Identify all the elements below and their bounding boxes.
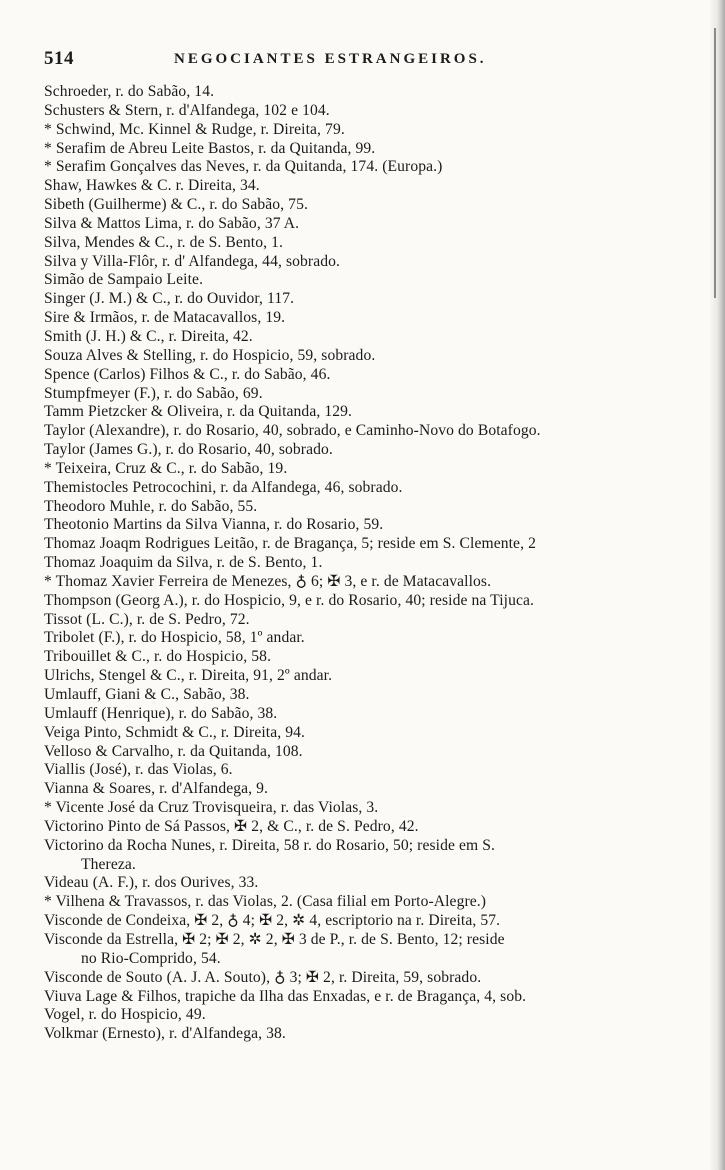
directory-entry: Sibeth (Guilherme) & C., r. do Sabão, 75. <box>44 196 308 214</box>
directory-entry: * Serafim Gonçalves das Neves, r. da Quitanda, 174. (Europa.) <box>44 158 443 176</box>
merchant-directory-list <box>44 83 694 1044</box>
directory-entry: Tribouillet & C., r. do Hospicio, 58. <box>44 648 272 666</box>
directory-entry: * Schwind, Mc. Kinnel & Rudge, r. Direita, 79. <box>44 120 345 138</box>
directory-entry: * Teixeira, Cruz & C., r. do Sabão, 19. <box>44 459 288 477</box>
directory-entry: Vogel, r. do Hospicio, 49. <box>44 1006 206 1024</box>
directory-entry: Theodoro Muhle, r. do Sabão, 55. <box>44 497 258 515</box>
directory-entry: Souza Alves & Stelling, r. do Hospicio, 59, sobrado. <box>44 346 376 364</box>
page-gutter-shadow <box>709 0 725 1170</box>
directory-entry: Taylor (Alexandre), r. do Rosario, 40, sobrado, e Caminho-Novo do Botafogo. <box>44 422 541 440</box>
directory-entry: Theotonio Martins da Silva Vianna, r. do Rosario, 59. <box>44 516 384 534</box>
directory-entry: Ulrichs, Stengel & C., r. Direita, 91, 2º andar. <box>44 667 333 685</box>
directory-entry: Singer (J. M.) & C., r. do Ouvidor, 117. <box>44 290 295 308</box>
directory-entry: Thomaz Joaquim da Silva, r. de S. Bento, 1. <box>44 554 323 572</box>
directory-entry-continuation: no Rio-Comprido, 54. <box>81 949 221 967</box>
running-title: NEGOCIANTES ESTRANGEIROS. <box>174 51 487 67</box>
page-header <box>44 48 684 72</box>
binding-edge-line <box>714 28 716 298</box>
directory-entry: Tamm Pietzcker & Oliveira, r. da Quitanda, 129. <box>44 403 353 421</box>
directory-entry: Silva & Mattos Lima, r. do Sabão, 37 A. <box>44 214 300 232</box>
directory-entry: Stumpfmeyer (F.), r. do Sabão, 69. <box>44 384 263 402</box>
directory-entry: * Serafim de Abreu Leite Bastos, r. da Quitanda, 99. <box>44 139 376 157</box>
directory-entry: Taylor (James G.), r. do Rosario, 40, sobrado. <box>44 441 333 459</box>
directory-entry: Volkmar (Ernesto), r. d'Alfandega, 38. <box>44 1025 286 1043</box>
directory-entry: Sire & Irmãos, r. de Matacavallos, 19. <box>44 309 286 327</box>
directory-entry: Themistocles Petrocochini, r. da Alfandega, 46, sobrado. <box>44 478 403 496</box>
directory-entry: Silva y Villa-Flôr, r. d' Alfandega, 44, sobrado. <box>44 252 341 270</box>
directory-entry: Silva, Mendes & C., r. de S. Bento, 1. <box>44 233 283 251</box>
page-number: 514 <box>44 48 74 69</box>
directory-entry: Vianna & Soares, r. d'Alfandega, 9. <box>44 780 269 798</box>
directory-entry: Thompson (Georg A.), r. do Hospicio, 9, e r. do Rosario, 40; reside na Tijuca. <box>44 591 535 609</box>
directory-entry: Thomaz Joaqm Rodrigues Leitão, r. de Bragança, 5; reside em S. Clemente, 2 <box>44 535 536 553</box>
directory-entry: Viallis (José), r. das Violas, 6. <box>44 761 233 779</box>
directory-entry: Victorino da Rocha Nunes, r. Direita, 58 r. do Rosario, 50; reside em S. <box>44 836 496 854</box>
directory-entry: Visconde de Souto (A. J. A. Souto), ♁ 3; ✠ 2, r. Direita, 59, sobrado. <box>44 968 482 986</box>
directory-entry: Tribolet (F.), r. do Hospicio, 58, 1º andar. <box>44 629 305 647</box>
directory-entry: * Vilhena & Travassos, r. das Violas, 2. (Casa filial em Porto-Alegre.) <box>44 893 487 911</box>
directory-entry: Simão de Sampaio Leite. <box>44 271 204 289</box>
directory-entry: Visconde da Estrella, ✠ 2; ✠ 2, ✲ 2, ✠ 3 de P., r. de S. Bento, 12; reside <box>44 930 505 948</box>
directory-entry: Schroeder, r. do Sabão, 14. <box>44 83 215 100</box>
directory-entry: Veiga Pinto, Schmidt & C., r. Direita, 94. <box>44 723 306 741</box>
directory-entry: * Vicente José da Cruz Trovisqueira, r. das Violas, 3. <box>44 799 379 817</box>
directory-entry: Velloso & Carvalho, r. da Quitanda, 108. <box>44 742 303 760</box>
directory-entry: Viuva Lage & Filhos, trapiche da Ilha das Enxadas, e r. de Bragança, 4, sob. <box>44 987 527 1005</box>
directory-entry: Umlauff (Henrique), r. do Sabão, 38. <box>44 704 278 722</box>
directory-entry: Smith (J. H.) & C., r. Direita, 42. <box>44 327 253 345</box>
directory-entry: Victorino Pinto de Sá Passos, ✠ 2, & C., r. de S. Pedro, 42. <box>44 817 419 835</box>
directory-entry: Videau (A. F.), r. dos Ourives, 33. <box>44 874 259 892</box>
directory-entry: * Thomaz Xavier Ferreira de Menezes, ♁ 6; ✠ 3, e r. de Matacavallos. <box>44 572 492 590</box>
directory-entry-continuation: Thereza. <box>81 855 136 873</box>
directory-entry: Umlauff, Giani & C., Sabão, 38. <box>44 686 250 703</box>
directory-entry: Shaw, Hawkes & C. r. Direita, 34. <box>44 177 260 195</box>
directory-entry: Tissot (L. C.), r. de S. Pedro, 72. <box>44 610 250 628</box>
directory-entry: Visconde de Condeixa, ✠ 2, ♁ 4; ✠ 2, ✲ 4, escriptorio na r. Direita, 57. <box>44 912 501 930</box>
directory-entry: Schusters & Stern, r. d'Alfandega, 102 e 104. <box>44 101 330 119</box>
directory-entry: Spence (Carlos) Filhos & C., r. do Sabão, 46. <box>44 365 331 383</box>
